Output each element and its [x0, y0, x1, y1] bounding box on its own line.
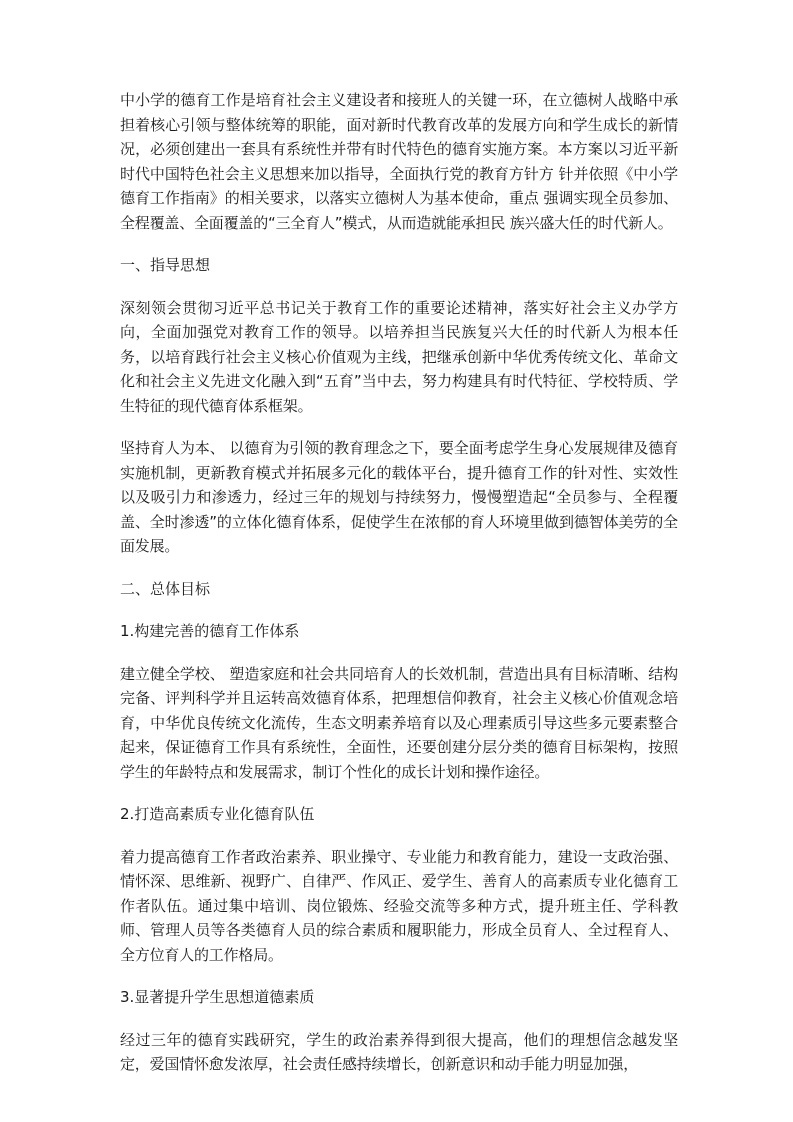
goal-2-title: 2.打造高素质专业化德育队伍: [120, 805, 315, 823]
section-heading-overall-goals: 二、总体目标: [120, 579, 211, 598]
goal-2-paragraph: 着力提高德育工作者政治素养、职业操守、专业能力和教育能力，建设一支政治强、情怀深、思维新、视野广、自律严、作风正、爱学生、善育人的高素质专业化德育工作者队伍。通过集中培训、岗位锻炼、经验交流等多种方式，提升班主任、学科教师、管理人员等各类德育人员的综合素质和履职能力，形成全员育人、全过程育人、全方位育人的工作格局。: [120, 847, 678, 964]
intro-paragraph: 中小学的德育工作是培育社会主义建设者和接班人的关键一环，在立德树人战略中承担着核心引领与整体统筹的职能，面对新时代教育改革的发展方向和学生成长的新情况，必须创建出一套具有系统性并带有时代特色的德育实施方案。本方案以习近平新时代中国特色社会主义思想来加以指导，全面执行党的教育方针方 针并依照《中小学德育工作指南》的相关要求，以落实立德树人为基本使命，重点 强调实现全员参加、全程覆盖、全面覆盖的“三全育人”模式，从而造就能承担民 族兴盛大任的时代新人。: [120, 91, 678, 232]
goal-3-title: 3.显著提升学生思想道德素质: [120, 988, 315, 1006]
guiding-ideology-paragraph-1: 深刻领会贯彻习近平总书记关于教育工作的重要论述精神，落实好社会主义办学方向，全面加强党对教育工作的领导。以培养担当民族复兴大任的时代新人为根本任务，以培育践行社会主义核心价值观为主线，把继承创新中华优秀传统文化、革命文化和社会主义先进文化融入到“五育”当中去，努力构建具有时代特征、学校特质、学生特征的现代德育体系框架。: [120, 298, 678, 415]
guiding-ideology-paragraph-2: 坚持育人为本、 以德育为引领的教育理念之下，要全面考虑学生身心发展规律及德育实施机制，更新教育模式并拓展多元化的载体平台，提升德育工作的针对性、实效性以及吸引力和渗透力，经过三年的规划与持续努力，慢慢塑造起“全员参与、全程覆盖、全时渗透”的立体化德育体系，促使学生在浓郁的育人环境里做到德智体美劳的全面发展。: [120, 439, 678, 555]
section-heading-guiding-ideology: 一、指导思想: [120, 256, 211, 274]
goal-1-title: 1.构建完善的德育工作体系: [120, 622, 300, 640]
document-page: [120, 88, 678, 1095]
goal-3-paragraph: 经过三年的德育实践研究，学生的政治素养得到很大提高，他们的理想信念越发坚定，爱国情怀愈发浓厚，社会责任感持续增长，创新意识和动手能力明显加强，: [120, 1030, 678, 1073]
goal-1-paragraph: 建立健全学校、 塑造家庭和社会共同培育人的长效机制，营造出具有目标清晰、结构完备、评判科学并且运转高效德育体系，把理想信仰教育，社会主义核心价值观念培育，中华优良传统文化流传，生态文明素养培育以及心理素质引导这些多元要素整合起来，保证德育工作具有系统性，全面性，还要创建分层分类的德育目标架构，按照学生的年龄特点和发展需求，制订个性化的成长计划和操作途径。: [120, 664, 678, 781]
